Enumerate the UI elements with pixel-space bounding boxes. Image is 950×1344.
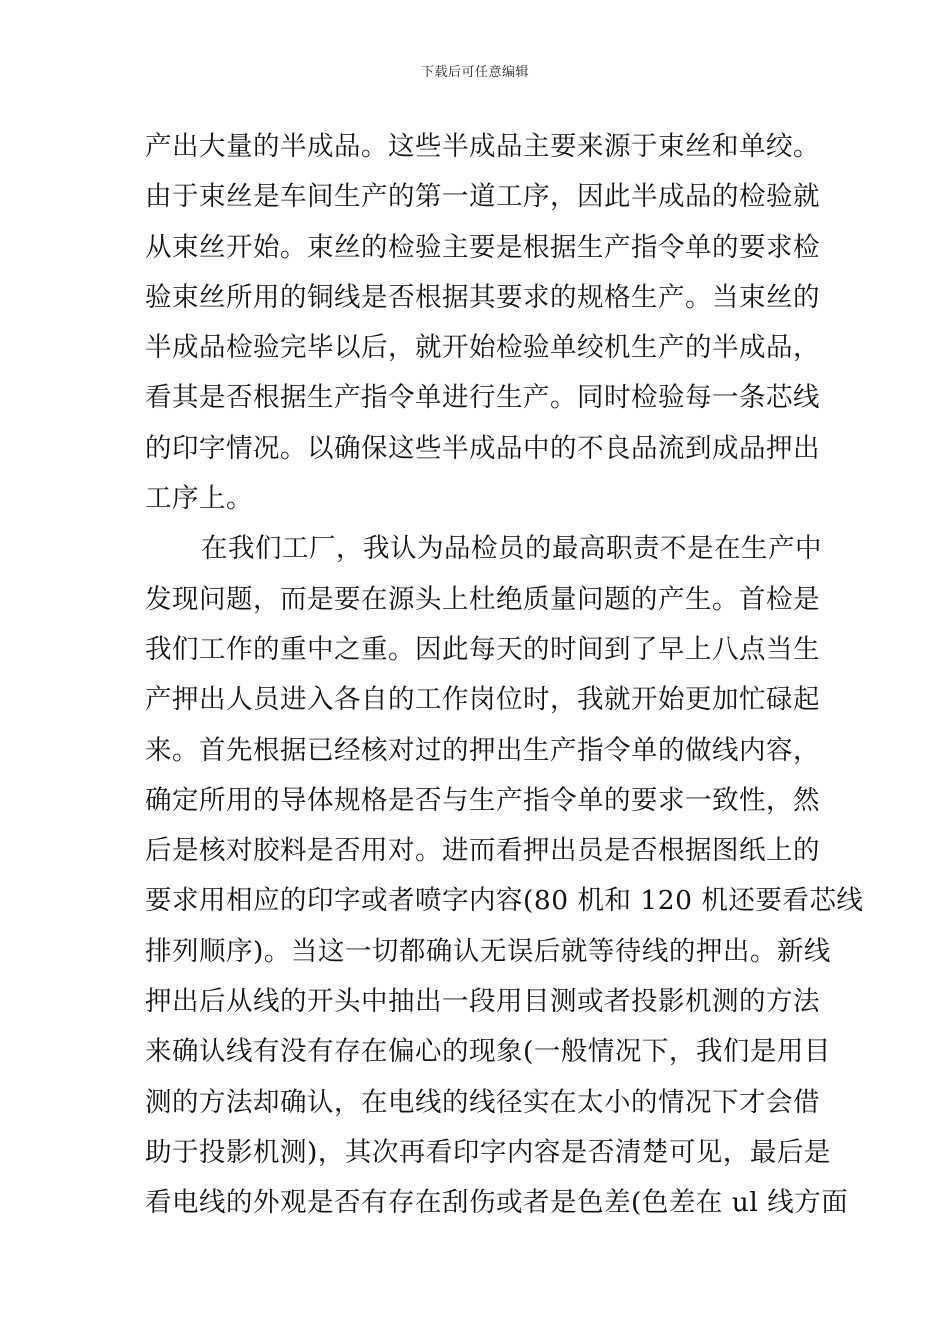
text-line: 半成品检验完毕以后，就开始检验单绞机生产的半成品，	[145, 332, 820, 364]
text-line: 要求用相应的印字或者喷字内容(80 机和 120 机还要看芯线	[145, 885, 864, 917]
page-header: 下载后可任意编辑	[420, 65, 529, 80]
text-line: 的印字情况。以确保这些半成品中的不良品流到成品押出	[145, 432, 820, 464]
text-line: 测的方法却确认，在电线的线径实在太小的情况下才会借	[145, 1086, 820, 1118]
text-line: 看其是否根据生产指令单进行生产。同时检验每一条芯线	[145, 382, 820, 414]
text-line: 助于投影机测)，其次再看印字内容是否清楚可见，最后是	[145, 1136, 831, 1168]
text-line: 看电线的外观是否有存在刮伤或者是色差(色差在 ul 线方面	[145, 1187, 849, 1219]
text-line: 排列顺序)。当这一切都确认无误后就等待线的押出。新线	[145, 935, 831, 967]
text-line: 产出大量的半成品。这些半成品主要来源于束丝和单绞。	[145, 131, 820, 162]
text-line: 验束丝所用的铜线是否根据其要求的规格生产。当束丝的	[145, 281, 820, 313]
text-line: 后是核对胶料是否用对。进而看押出员是否根据图纸上的	[145, 835, 820, 867]
text-line: 来。首先根据已经核对过的押出生产指令单的做线内容，	[145, 734, 820, 766]
text-line: 产押出人员进入各自的工作岗位时，我就开始更加忙碌起	[145, 684, 820, 716]
text-line: 确定所用的导体规格是否与生产指令单的要求一致性，然	[145, 784, 820, 816]
text-line: 来确认线有没有存在偏心的现象(一般情况下，我们是用目	[145, 1036, 831, 1068]
paragraph-end-line: 工序上。	[145, 483, 253, 515]
paragraph-start-line: 在我们工厂，我认为品检员的最高职责不是在生产中	[201, 533, 822, 565]
text-line: 从束丝开始。束丝的检验主要是根据生产指令单的要求检	[145, 231, 820, 263]
text-line: 我们工作的重中之重。因此每天的时间到了早上八点当生	[145, 633, 820, 665]
text-line: 押出后从线的开头中抽出一段用目测或者投影机测的方法	[145, 986, 820, 1018]
text-line: 由于束丝是车间生产的第一道工序，因此半成品的检验就	[145, 181, 820, 213]
document-body	[145, 122, 864, 1229]
text-line: 发现问题，而是要在源头上杜绝质量问题的产生。首检是	[145, 583, 820, 615]
